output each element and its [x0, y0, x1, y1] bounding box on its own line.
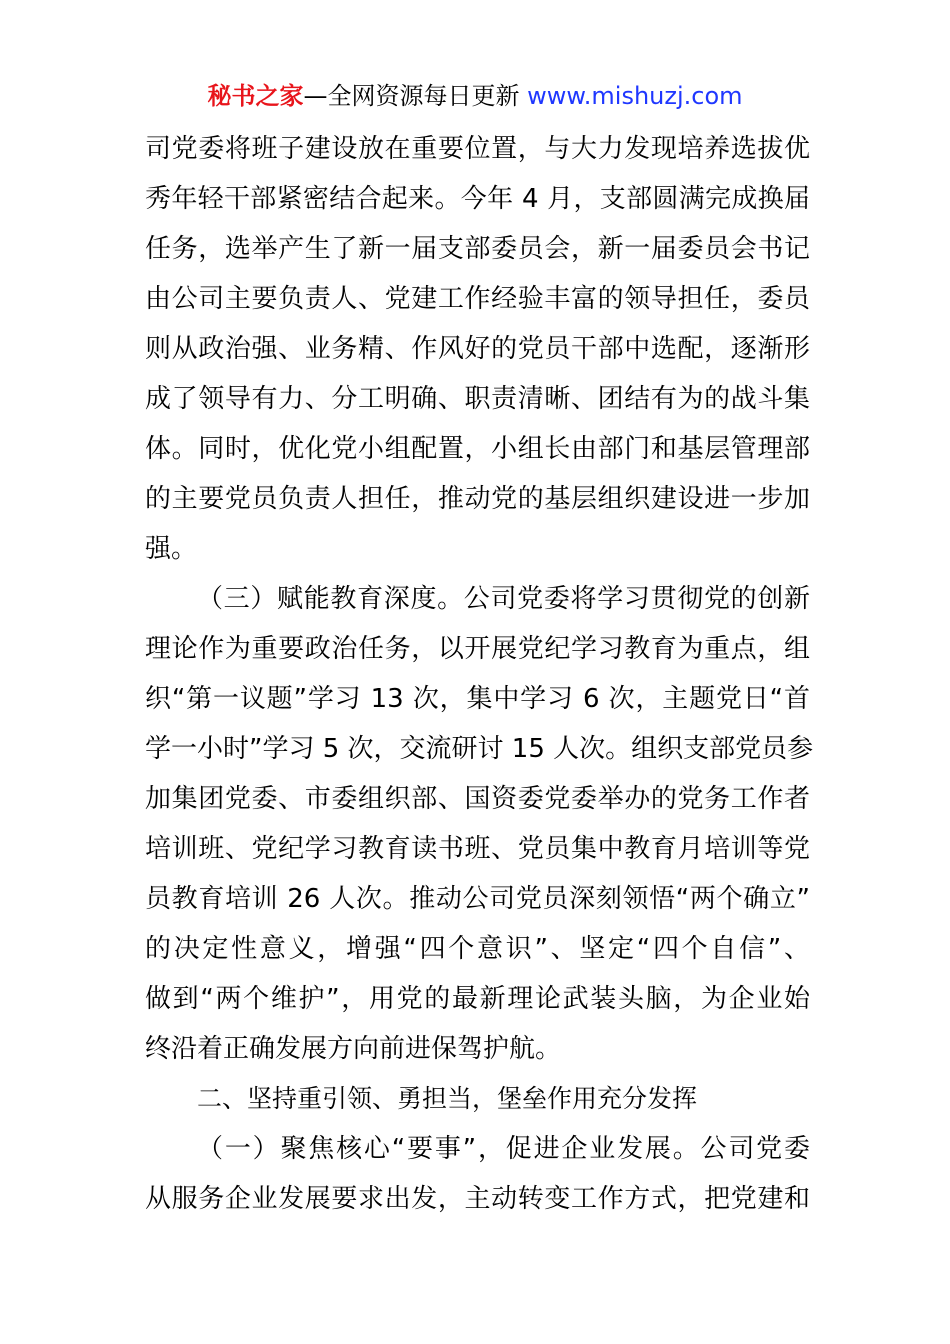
site-header	[0, 78, 950, 114]
text-line: 任务，选举产生了新一届支部委员会，新一届委员会书记	[145, 234, 810, 264]
text-line: 秀年轻干部紧密结合起来。今年 4 月，支部圆满完成换届	[145, 184, 810, 214]
site-url[interactable]: www.mishuzj.com	[527, 82, 743, 110]
text-line: 做到“两个维护”，用党的最新理论武装头脑，为企业始	[145, 984, 810, 1014]
section-heading-1: （一）聚焦核心“要事”，促进企业发展。公司党委	[197, 1134, 810, 1164]
section-heading-3: （三）赋能教育深度。公司党委将学习贯彻党的创新	[197, 584, 810, 614]
text-line: 的决定性意义，增强“四个意识”、坚定“四个自信”、	[145, 934, 810, 964]
text-line: 终沿着正确发展方向前进保驾护航。	[145, 1034, 562, 1064]
text-line: 学一小时”学习 5 次，交流研讨 15 人次。组织支部党员参	[145, 734, 814, 764]
text-line: 培训班、党纪学习教育读书班、党员集中教育月培训等党	[145, 834, 810, 864]
text-line: 从服务企业发展要求出发，主动转变工作方式，把党建和	[145, 1184, 810, 1214]
text-line: 理论作为重要政治任务，以开展党纪学习教育为重点，组	[145, 634, 810, 664]
chapter-heading-2: 二、坚持重引领、勇担当，堡垒作用充分发挥	[197, 1084, 698, 1113]
text-line: 强。	[145, 534, 198, 564]
header-tagline: —全网资源每日更新	[303, 82, 520, 110]
document-body	[145, 124, 814, 1224]
text-line: 的主要党员负责人担任，推动党的基层组织建设进一步加	[145, 484, 810, 514]
brand-name: 秘书之家	[207, 82, 304, 110]
text-line: 由公司主要负责人、党建工作经验丰富的领导担任，委员	[145, 284, 810, 314]
text-line: 体。同时，优化党小组配置，小组长由部门和基层管理部	[145, 434, 810, 464]
text-line: 员教育培训 26 人次。推动公司党员深刻领悟“两个确立”	[145, 884, 810, 914]
text-line: 织“第一议题”学习 13 次，集中学习 6 次，主题党日“首	[145, 684, 810, 714]
text-line: 则从政治强、业务精、作风好的党员干部中选配，逐渐形	[145, 334, 810, 364]
text-line: 加集团党委、市委组织部、国资委党委举办的党务工作者	[145, 784, 810, 814]
text-line: 司党委将班子建设放在重要位置，与大力发现培养选拔优	[145, 134, 810, 164]
text-line: 成了领导有力、分工明确、职责清晰、团结有为的战斗集	[145, 384, 810, 414]
